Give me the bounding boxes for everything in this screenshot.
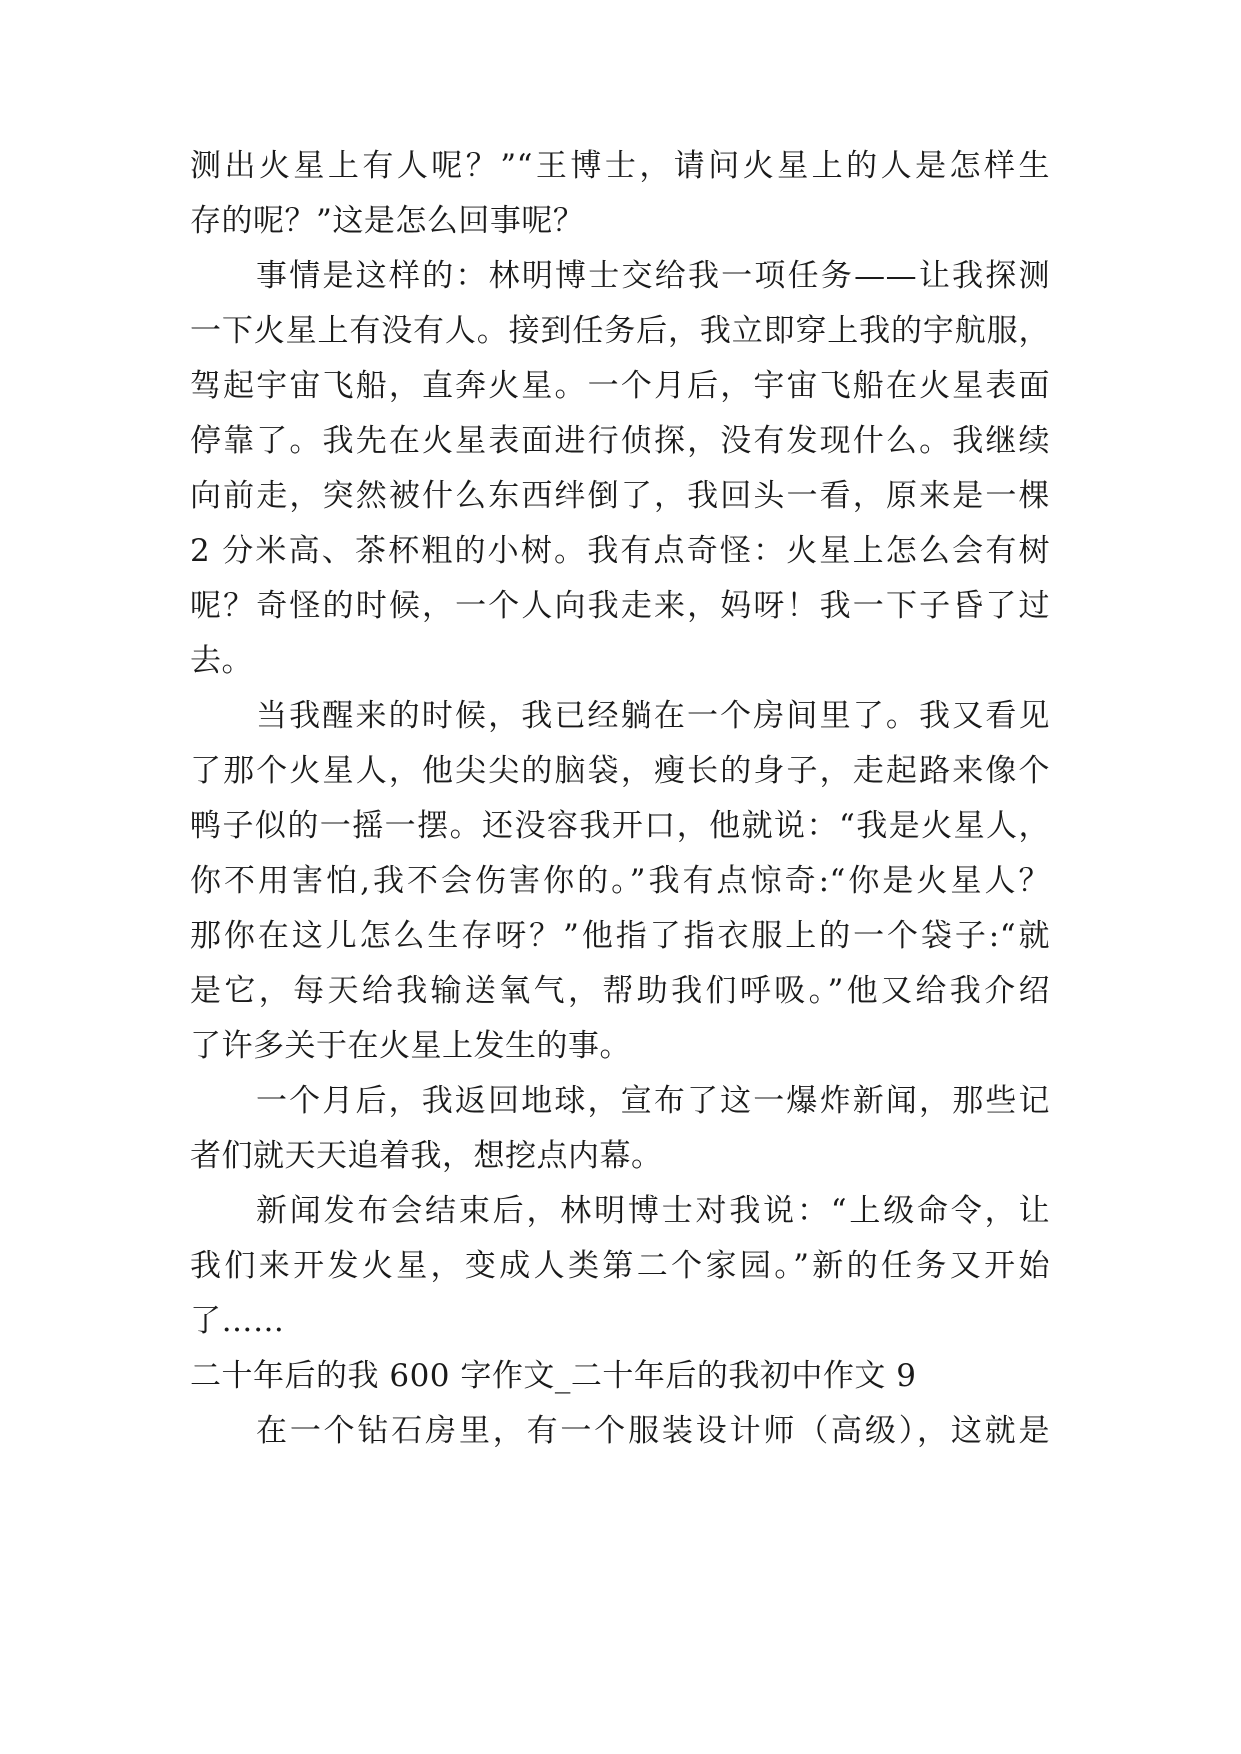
text-line: 去。 — [190, 643, 253, 679]
text-line: 一下火星上有没有人。接到任务后，我立即穿上我的宇航服， — [190, 313, 1050, 349]
text-line: 驾起宇宙飞船，直奔火星。一个月后，宇宙飞船在火星表面 — [190, 368, 1050, 404]
paragraph-start-line: 新闻发布会结束后，林明博士对我说：“上级命令，让 — [256, 1193, 1050, 1229]
text-line: 者们就天天追着我，想挖点内幕。 — [190, 1138, 663, 1174]
text-line: 测出火星上有人呢？”“王博士，请问火星上的人是怎样生 — [190, 148, 1050, 184]
text-line: 我们来开发火星，变成人类第二个家园。”新的任务又开始 — [190, 1248, 1050, 1284]
text-line: 了…… — [190, 1303, 285, 1339]
text-line: 那你在这儿怎么生存呀？”他指了指衣服上的一个袋子:“就 — [190, 918, 1050, 954]
paragraph-start-line: 在一个钻石房里，有一个服装设计师（高级），这就是 — [256, 1413, 1050, 1449]
text-line: 是它，每天给我输送氧气，帮助我们呼吸。”他又给我介绍 — [190, 973, 1050, 1009]
text-line: 向前走，突然被什么东西绊倒了，我回头一看，原来是一棵 — [190, 478, 1050, 514]
paragraph-start-line: 一个月后，我返回地球，宣布了这一爆炸新闻，那些记 — [256, 1083, 1050, 1119]
essay-heading: 二十年后的我 600 字作文_二十年后的我初中作文 9 — [190, 1358, 917, 1394]
text-line: 了许多关于在火星上发生的事。 — [190, 1028, 631, 1064]
text-line: 存的呢？”这是怎么回事呢？ — [190, 203, 585, 239]
text-line: 停靠了。我先在火星表面进行侦探，没有发现什么。我继续 — [190, 423, 1050, 459]
paragraph-start-line: 当我醒来的时候，我已经躺在一个房间里了。我又看见 — [256, 698, 1050, 734]
text-line: 鸭子似的一摇一摆。还没容我开口，他就说：“我是火星人， — [190, 808, 1050, 844]
text-line: 2 分米高、茶杯粗的小树。我有点奇怪：火星上怎么会有树 — [190, 533, 1050, 569]
text-line: 呢？奇怪的时候，一个人向我走来，妈呀！我一下子昏了过 — [190, 588, 1050, 624]
paragraph-start-line: 事情是这样的：林明博士交给我一项任务——让我探测 — [256, 258, 1050, 294]
text-line: 了那个火星人，他尖尖的脑袋，瘦长的身子，走起路来像个 — [190, 753, 1050, 789]
text-line: 你不用害怕,我不会伤害你的。”我有点惊奇:“你是火星人？ — [190, 863, 1050, 899]
